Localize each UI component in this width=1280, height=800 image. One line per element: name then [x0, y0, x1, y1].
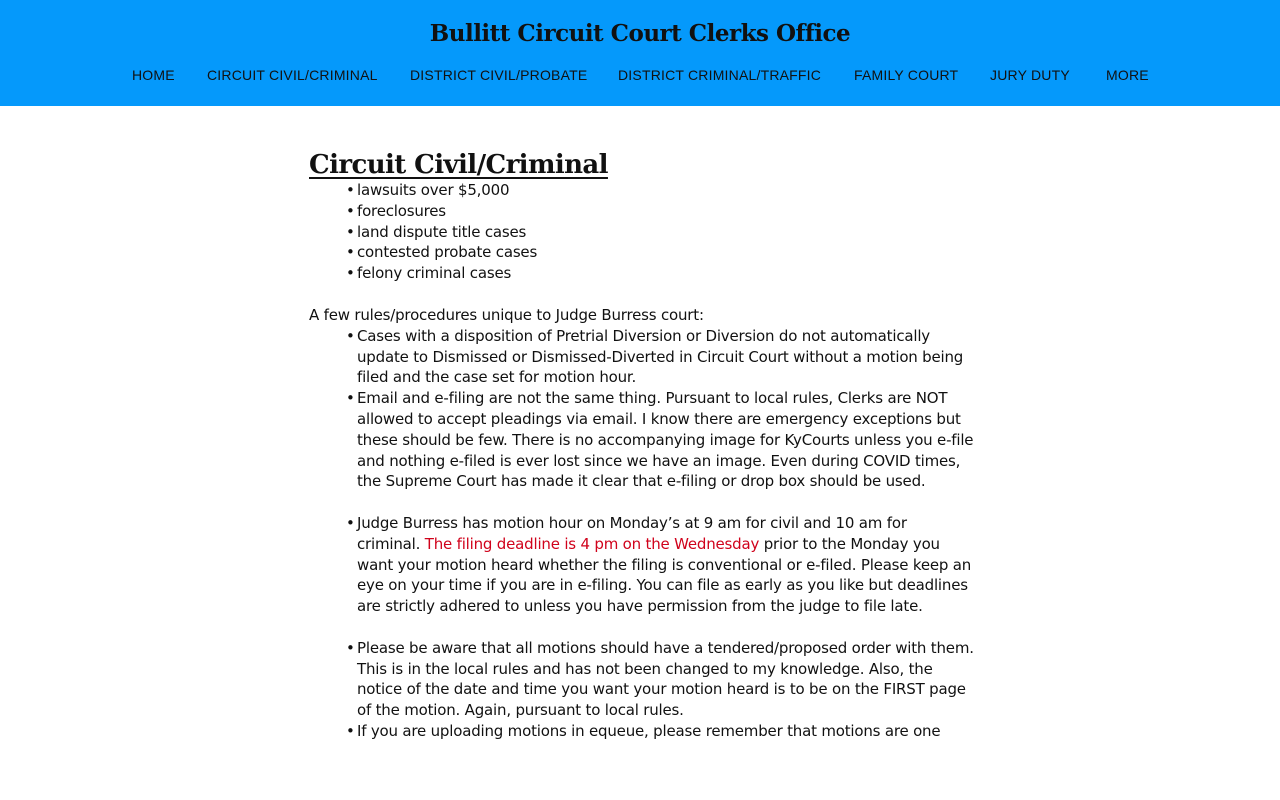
list-item: • lawsuits over $5,000 — [357, 180, 974, 201]
case-types-list — [309, 180, 974, 284]
nav-home[interactable]: HOME — [132, 67, 175, 83]
nav-district-civil-probate[interactable]: DISTRICT CIVIL/PROBATE — [410, 67, 588, 83]
main-content — [309, 150, 974, 742]
rules-list — [309, 326, 974, 742]
nav-more[interactable]: MORE — [1106, 67, 1149, 83]
rule-motion-hour-end: prior to the Monday you want your motion heard whether the filing is conventional or e-filed. Please keep an eye on your time if you are in e-filing. You can file as early as you like but deadlines are strictly adhered to unless you have permission from the judge to file late. — [357, 534, 972, 616]
list-item: • foreclosures — [357, 201, 974, 222]
rule-email-efiling: • Email and e-filing are not the same thing. Pursuant to local rules, Clerks are NOT allowed to accept pleadings via email. I know there are emergency exceptions but these should be few. There is no accompanying image for KyCourts unless you e-file and nothing e-filed is ever lost since we have an image. Even during COVID times, the Supreme Court has made it clear that e-filing or drop box should be used. — [357, 388, 974, 492]
nav-district-criminal-traffic[interactable]: DISTRICT CRIMINAL/TRAFFIC — [618, 67, 822, 83]
main-nav — [0, 67, 1280, 87]
rule-motion-hour-start: Judge Burress has motion hour on Monday’s at 9 am for civil and 10 am for criminal. — [357, 513, 907, 553]
rule-equeue: • If you are uploading motions in equeue, please remember that motions are one — [357, 721, 974, 742]
list-item: • land dispute title cases — [357, 222, 974, 243]
site-title[interactable]: Bullitt Circuit Court Clerks Office — [429, 20, 851, 47]
filing-deadline-highlight: The filing deadline is 4 pm on the Wednesday — [424, 534, 760, 553]
site-header — [0, 0, 1280, 106]
list-item: • contested probate cases — [357, 242, 974, 263]
rule-motion-hour — [357, 513, 974, 617]
nav-family-court[interactable]: FAMILY COURT — [854, 67, 959, 83]
rules-intro: A few rules/procedures unique to Judge Burress court: — [309, 305, 704, 324]
nav-circuit-civil-criminal[interactable]: CIRCUIT CIVIL/CRIMINAL — [207, 67, 378, 83]
nav-jury-duty[interactable]: JURY DUTY — [990, 67, 1070, 83]
rule-diversion: • Cases with a disposition of Pretrial Diversion or Diversion do not automatically update to Dismissed or Dismissed-Diverted in Circuit Court without a motion being filed and the case set for motion hour. — [357, 326, 974, 388]
rule-tendered-order: • Please be aware that all motions should have a tendered/proposed order with them. This is in the local rules and has not been changed to my knowledge. Also, the notice of the date and time you want your motion heard is to be on the FIRST page of the motion. Again, pursuant to local rules. — [357, 638, 974, 721]
list-item: • felony criminal cases — [357, 263, 974, 284]
page-title: Circuit Civil/Criminal — [309, 150, 608, 180]
